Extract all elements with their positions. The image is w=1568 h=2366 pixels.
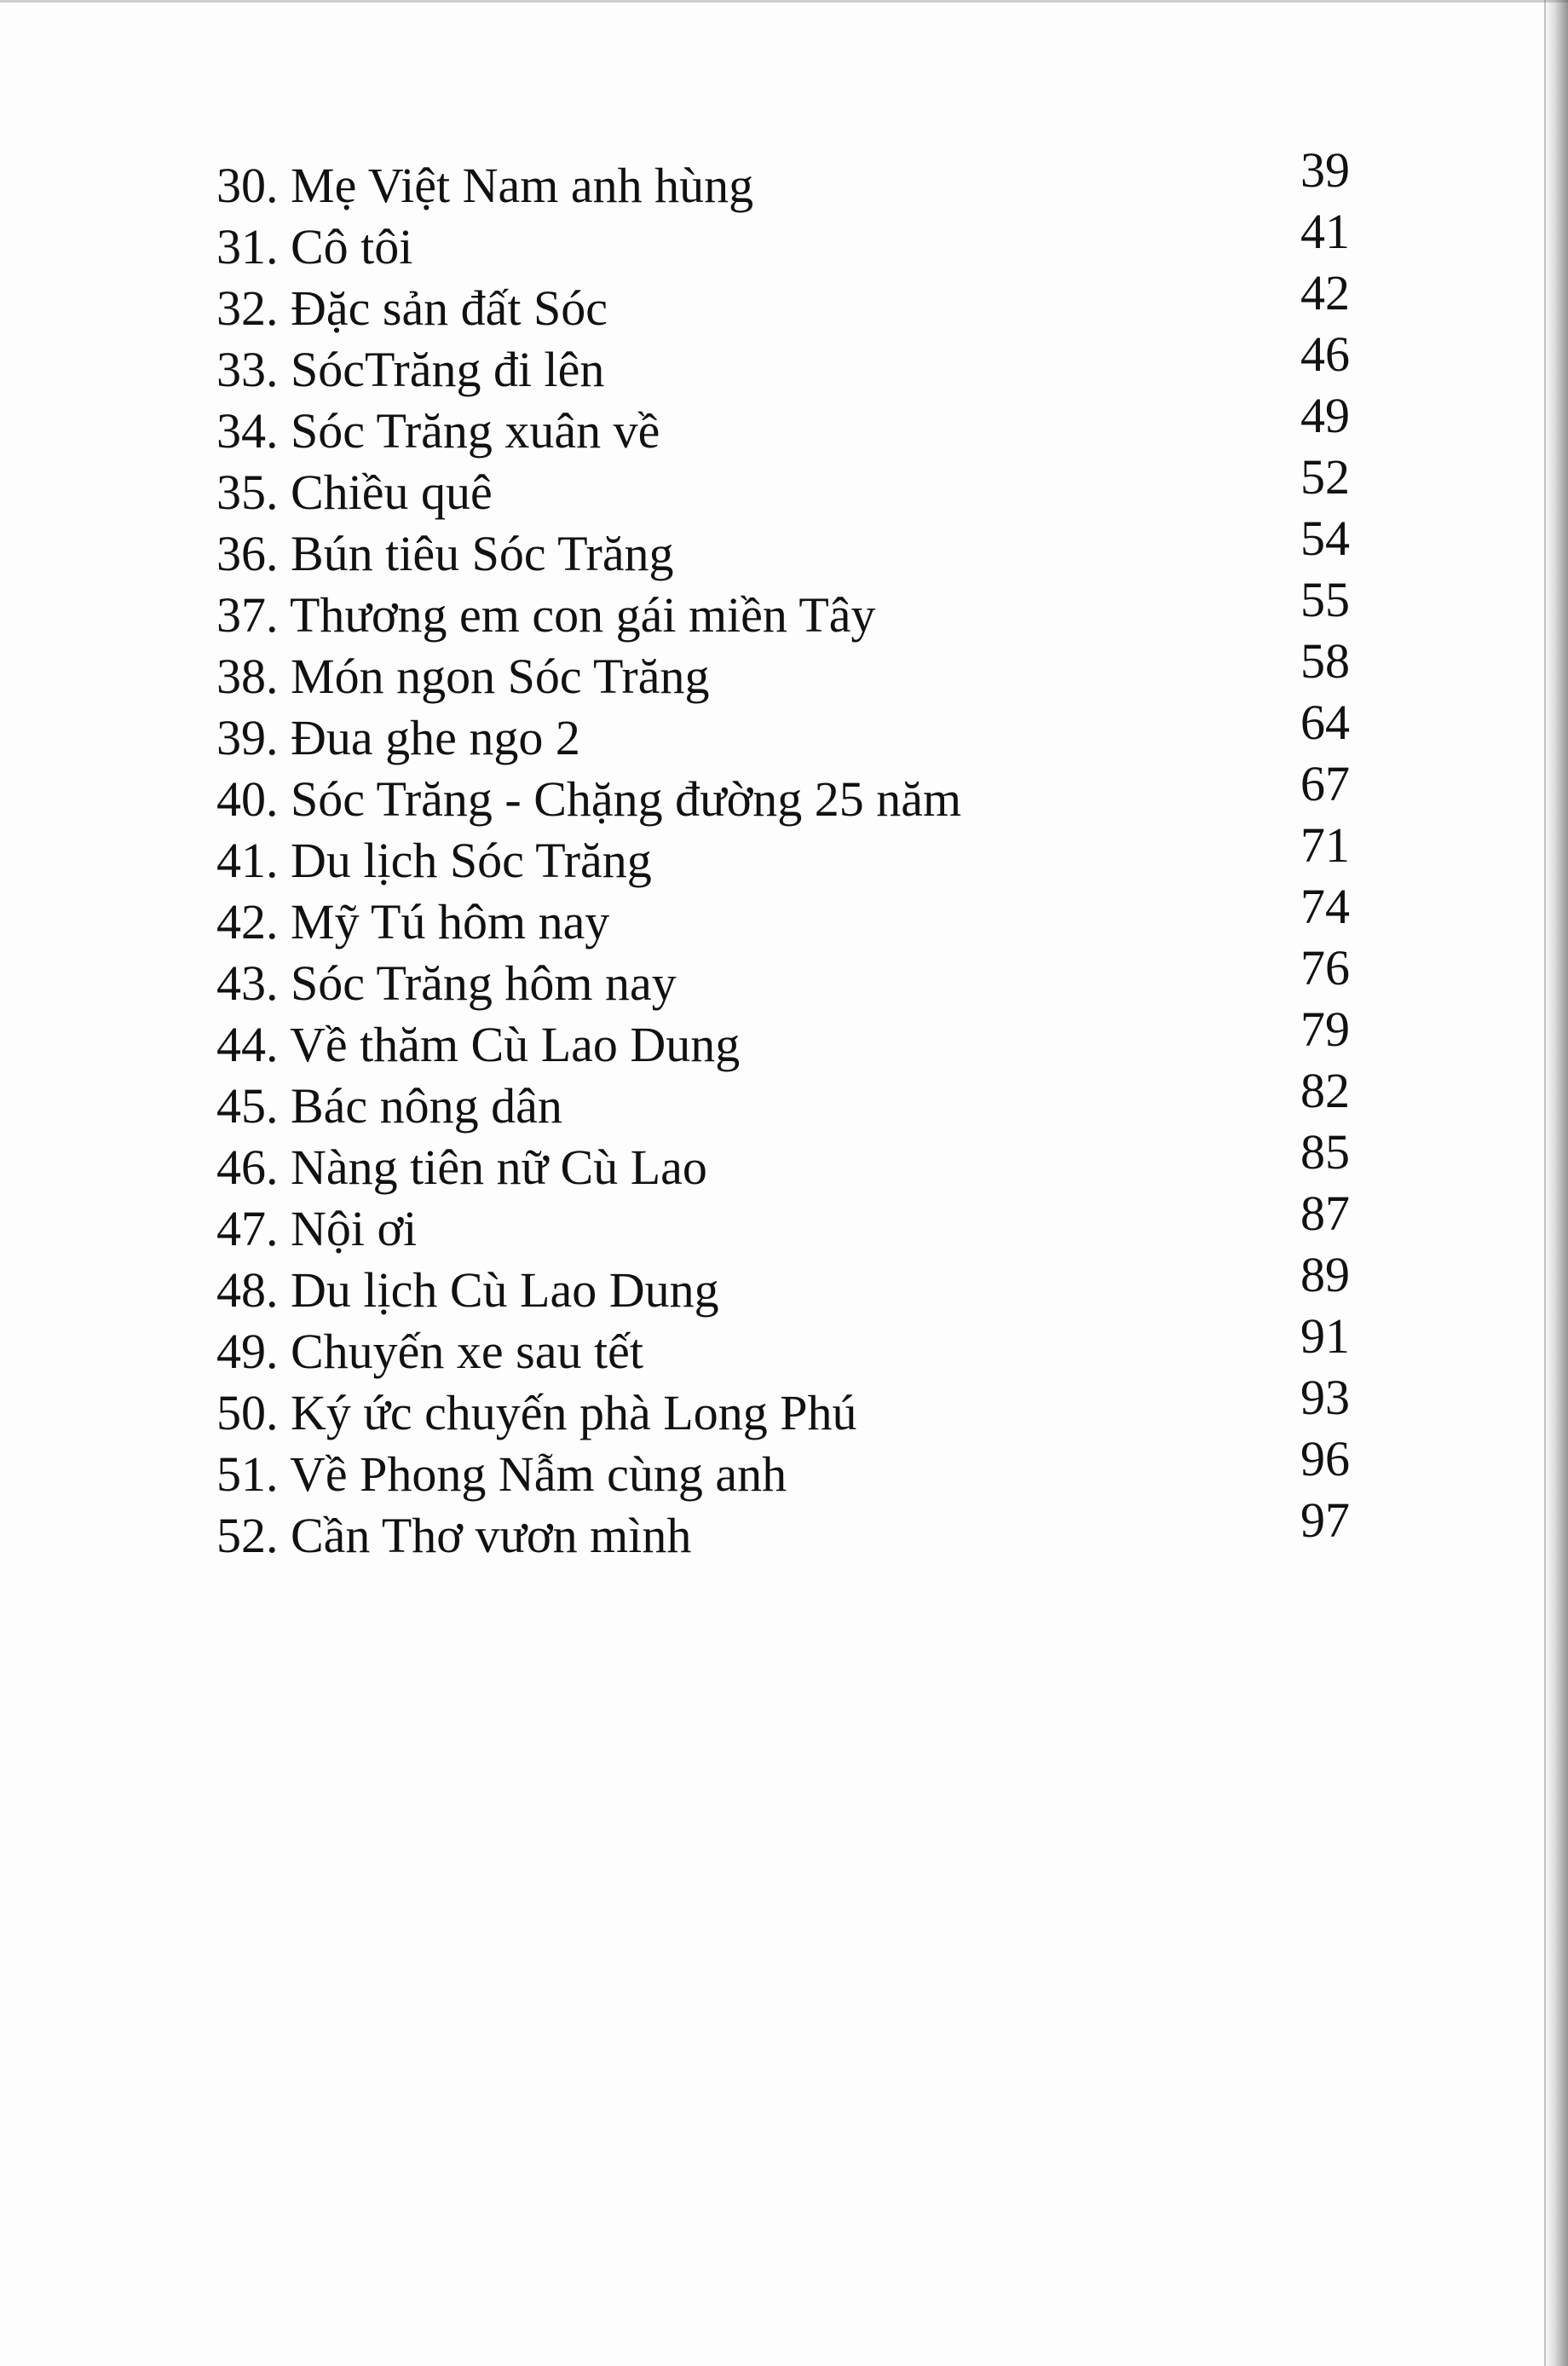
toc-entry — [216, 1431, 1350, 1502]
toc-entry-page-number: 87 — [1300, 1186, 1350, 1241]
table-of-contents — [216, 142, 1350, 1563]
toc-entry-page-number: 55 — [1300, 572, 1350, 627]
toc-entry — [216, 1063, 1350, 1134]
toc-entry-page-number: 91 — [1300, 1308, 1350, 1364]
toc-entry — [216, 449, 1350, 520]
toc-entry — [216, 1308, 1350, 1379]
toc-entry-title: 34. Sóc Trăng xuân về — [216, 403, 660, 459]
toc-entry-title: 33. SócTrăng đi lên — [216, 342, 605, 397]
toc-entry — [216, 265, 1350, 336]
toc-entry-page-number: 67 — [1300, 756, 1350, 811]
toc-entry — [216, 388, 1350, 459]
toc-entry-page-number: 93 — [1300, 1370, 1350, 1425]
toc-entry-title: 36. Bún tiêu Sóc Trăng — [216, 526, 674, 581]
toc-entry — [216, 1247, 1350, 1318]
toc-entry-title: 47. Nội ơi — [216, 1201, 418, 1256]
toc-entry-page-number: 89 — [1300, 1247, 1350, 1302]
toc-entry-title: 31. Cô tôi — [216, 219, 413, 274]
toc-entry — [216, 1186, 1350, 1256]
toc-entry — [216, 326, 1350, 397]
toc-entry-title: 42. Mỹ Tú hôm nay — [216, 894, 610, 949]
toc-entry-page-number: 54 — [1300, 511, 1350, 566]
toc-entry — [216, 817, 1350, 888]
toc-entry — [216, 1001, 1350, 1072]
toc-entry-title: 30. Mẹ Việt Nam anh hùng — [216, 158, 754, 213]
toc-entry — [216, 204, 1350, 274]
toc-entry-page-number: 39 — [1300, 142, 1350, 198]
toc-entry — [216, 695, 1350, 765]
toc-entry-page-number: 79 — [1300, 1001, 1350, 1057]
toc-entry-page-number: 85 — [1300, 1124, 1350, 1180]
toc-entry-page-number: 97 — [1300, 1492, 1350, 1548]
toc-entry-title: 44. Về thăm Cù Lao Dung — [216, 1017, 741, 1072]
toc-entry-title: 51. Về Phong Nẫm cùng anh — [216, 1446, 787, 1502]
toc-entry-title: 43. Sóc Trăng hôm nay — [216, 955, 677, 1011]
toc-entry — [216, 142, 1350, 213]
toc-entry-page-number: 71 — [1300, 817, 1350, 873]
toc-entry — [216, 633, 1350, 704]
toc-entry-title: 37. Thương em con gái miền Tây — [216, 587, 876, 643]
toc-entry-page-number: 46 — [1300, 326, 1350, 382]
toc-entry — [216, 879, 1350, 949]
toc-entry-title: 46. Nàng tiên nữ Cù Lao — [216, 1140, 707, 1195]
toc-entry — [216, 756, 1350, 827]
toc-entry-title: 40. Sóc Trăng - Chặng đường 25 năm — [216, 771, 962, 827]
toc-entry — [216, 1124, 1350, 1195]
toc-entry-title: 38. Món ngon Sóc Trăng — [216, 649, 710, 704]
toc-entry-page-number: 49 — [1300, 388, 1350, 443]
toc-entry — [216, 511, 1350, 581]
toc-entry-title: 52. Cần Thơ vươn mình — [216, 1508, 692, 1563]
toc-entry-page-number: 52 — [1300, 449, 1350, 505]
toc-entry — [216, 1492, 1350, 1563]
toc-entry — [216, 572, 1350, 643]
toc-entry-title: 45. Bác nông dân — [216, 1078, 562, 1134]
toc-entry-title: 48. Du lịch Cù Lao Dung — [216, 1262, 719, 1318]
toc-entry — [216, 940, 1350, 1011]
toc-entry-title: 32. Đặc sản đất Sóc — [216, 280, 608, 336]
toc-entry — [216, 1370, 1350, 1440]
toc-entry-title: 49. Chuyến xe sau tết — [216, 1324, 643, 1379]
scan-top-edge — [0, 0, 1568, 3]
toc-entry-page-number: 76 — [1300, 940, 1350, 995]
toc-entry-title: 39. Đua ghe ngo 2 — [216, 710, 580, 765]
scan-edge-shadow — [1544, 0, 1568, 2366]
toc-entry-page-number: 96 — [1300, 1431, 1350, 1486]
toc-entry-page-number: 82 — [1300, 1063, 1350, 1118]
toc-entry-page-number: 42 — [1300, 265, 1350, 320]
toc-entry-title: 41. Du lịch Sóc Trăng — [216, 833, 652, 888]
toc-entry-page-number: 64 — [1300, 695, 1350, 750]
toc-entry-title: 35. Chiều quê — [216, 465, 493, 520]
toc-entry-page-number: 74 — [1300, 879, 1350, 934]
toc-entry-title: 50. Ký ức chuyến phà Long Phú — [216, 1385, 857, 1440]
toc-entry-page-number: 58 — [1300, 633, 1350, 689]
toc-entry-page-number: 41 — [1300, 204, 1350, 259]
